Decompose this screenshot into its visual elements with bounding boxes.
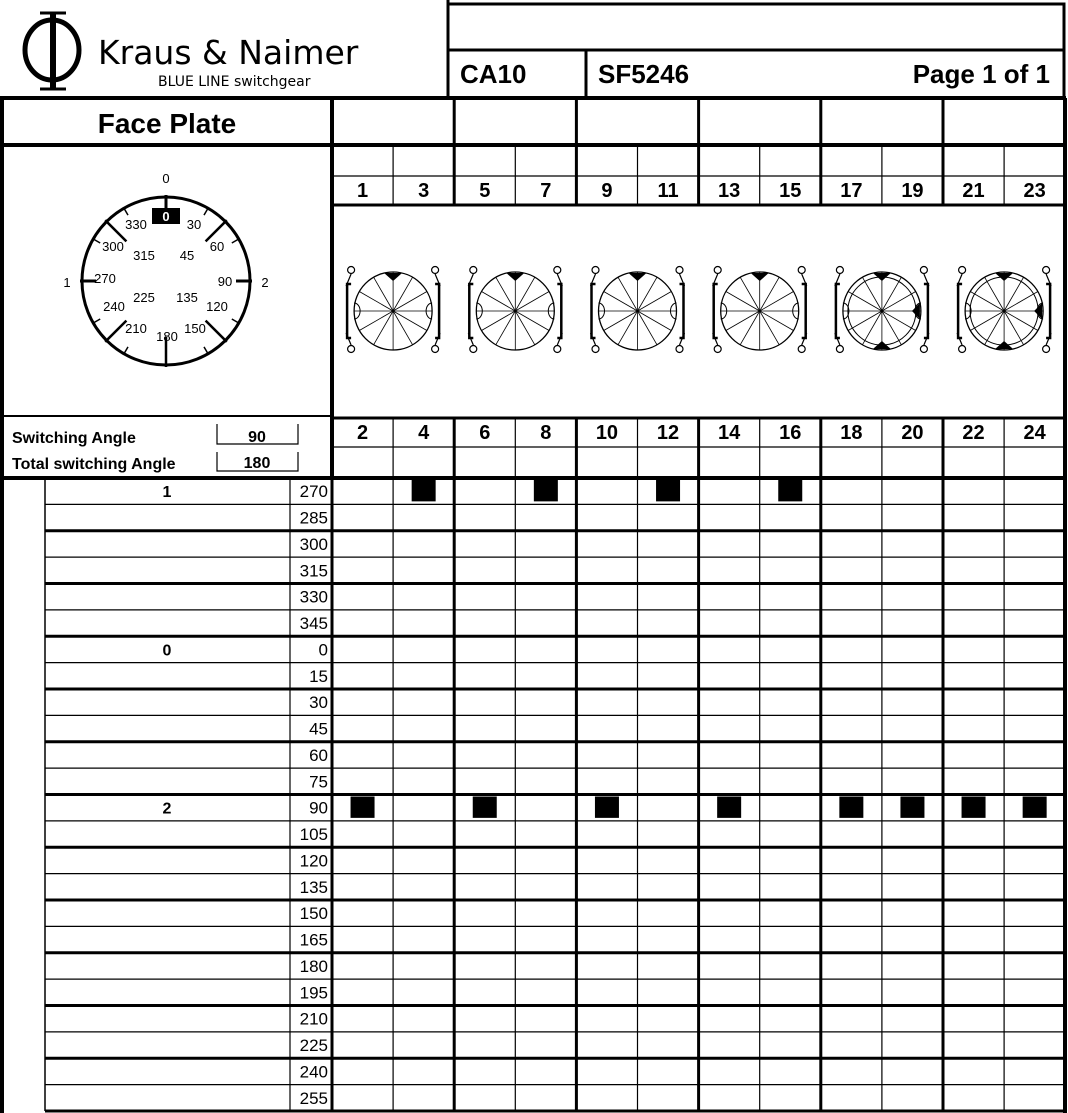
terminal-top-label: 9 [601, 180, 613, 202]
row-angle-label: 15 [309, 666, 328, 686]
terminal-top-label: 19 [901, 180, 924, 202]
dial-angle-label: 300 [102, 239, 124, 254]
total-switching-angle-value: 180 [243, 455, 271, 472]
terminal-bottom-label: 16 [779, 422, 802, 444]
row-angle-label: 120 [299, 851, 328, 871]
row-angle-label: 315 [299, 561, 328, 581]
contact-closed-marker [962, 797, 986, 818]
terminal-bottom-label: 2 [356, 422, 369, 444]
dial-angle-label: 135 [176, 290, 198, 305]
total-switching-angle-label: Total switching Angle [12, 456, 176, 473]
table-row [163, 797, 1047, 818]
contact-closed-marker [351, 797, 375, 818]
table-row [163, 480, 803, 501]
terminal-bottom-label: 12 [656, 422, 680, 444]
page-indicator: Page 1 of 1 [912, 59, 1050, 89]
header [25, 0, 1064, 98]
terminal-bottom-label: 8 [540, 422, 552, 444]
terminal-header [332, 98, 1066, 478]
dial-angle-label: 330 [125, 217, 147, 232]
terminal-bottom-label: 20 [901, 422, 924, 444]
row-angle-label: 300 [299, 534, 328, 554]
switching-angle-value: 90 [248, 429, 266, 446]
contact-closed-marker [717, 797, 741, 818]
terminal-bottom-label: 24 [1023, 422, 1046, 444]
dial-position-top: 0 [162, 171, 170, 186]
terminal-top-label: 11 [657, 180, 679, 202]
table-row [300, 931, 328, 950]
dial-position-left: 1 [63, 275, 71, 290]
dial-angle-label: 240 [103, 299, 125, 314]
contact-diagrams [346, 267, 1051, 353]
contact-closed-marker [412, 480, 436, 501]
program-code: SF5246 [598, 59, 690, 89]
dial-angle-label: 225 [133, 290, 155, 305]
contact-cell-diagram [468, 267, 562, 353]
dial-angle-label: 315 [133, 248, 155, 263]
table-row [163, 640, 328, 659]
row-angle-label: 90 [309, 798, 328, 818]
row-angle-label: 255 [299, 1088, 328, 1108]
terminal-bottom-label: 18 [840, 422, 863, 444]
row-angle-label: 30 [309, 693, 328, 713]
table-row [309, 720, 328, 739]
contact-cell-diagram [713, 267, 807, 353]
table-row [300, 878, 328, 897]
terminal-bottom-label: 22 [962, 422, 985, 444]
table-row [300, 825, 328, 844]
dial-angle-label: 270 [94, 271, 116, 286]
contact-cell-diagram [346, 267, 440, 353]
terminal-top-label: 3 [418, 180, 430, 202]
table-row [300, 588, 328, 607]
dial-angle-label: 30 [186, 217, 202, 232]
table-row [300, 1010, 328, 1029]
contact-cell-diagram [957, 267, 1051, 353]
dial-angle-label: 180 [156, 329, 178, 344]
contact-closed-marker [839, 797, 863, 818]
table-row [300, 509, 328, 528]
row-angle-label: 60 [309, 745, 328, 765]
row-angle-label: 150 [299, 904, 328, 924]
contact-closed-marker [534, 480, 558, 501]
dial-angle-label: 150 [184, 321, 206, 336]
contact-closed-marker [473, 797, 497, 818]
table-row [300, 1036, 328, 1055]
dial-angle-label: 0 [162, 209, 170, 224]
row-angle-label: 45 [309, 719, 328, 739]
contact-closed-marker [778, 480, 802, 501]
terminal-top-label: 21 [962, 180, 985, 202]
row-angle-label: 270 [299, 482, 328, 502]
row-angle-label: 135 [299, 877, 328, 897]
table-row [300, 904, 328, 923]
terminal-top-label: 13 [718, 180, 741, 202]
dial-angle-label: 210 [125, 321, 147, 336]
dial-angle-label: 45 [179, 248, 195, 263]
model-code: CA10 [460, 59, 527, 89]
row-position-label: 2 [162, 800, 172, 818]
row-angle-label: 225 [299, 1036, 328, 1056]
table-row [300, 614, 328, 633]
contact-closed-marker [1023, 797, 1047, 818]
row-angle-label: 240 [299, 1062, 328, 1082]
row-angle-label: 330 [299, 587, 328, 607]
brand-name: Kraus & Naimer [98, 33, 359, 72]
terminal-bottom-label: 14 [718, 422, 741, 444]
row-angle-label: 210 [299, 1009, 328, 1029]
switching-angle-section [2, 416, 332, 473]
switching-sequence-table [2, 478, 1066, 1111]
row-angle-label: 165 [299, 930, 328, 950]
table-row [300, 851, 328, 870]
row-angle-label: 75 [309, 772, 328, 792]
terminal-top-label: 7 [540, 180, 552, 202]
table-row [300, 1062, 328, 1081]
table-row [309, 746, 328, 765]
terminal-bottom-label: 10 [595, 422, 619, 444]
table-row [300, 1089, 328, 1108]
header-blank-box [448, 4, 1064, 50]
dial-position-right: 2 [261, 275, 269, 290]
dial-angle-label: 120 [206, 299, 228, 314]
switching-angle-label: Switching Angle [12, 430, 136, 447]
dial-tick [105, 321, 126, 342]
dial-tick [206, 321, 227, 342]
contact-cell-diagram [835, 267, 929, 353]
table-row [300, 561, 328, 580]
table-row [300, 535, 328, 554]
row-angle-label: 180 [299, 956, 328, 976]
contact-closed-marker [595, 797, 619, 818]
face-plate-title: Face Plate [97, 108, 237, 139]
brand-subtitle: BLUE LINE switchgear [158, 74, 311, 90]
table-row [309, 693, 328, 712]
row-angle-label: 105 [299, 825, 328, 845]
dial-angle-label: 90 [217, 274, 233, 289]
dial-angle-label: 60 [209, 239, 225, 254]
contact-cell-diagram [591, 267, 685, 353]
table-row [300, 957, 328, 976]
face-plate-dial [63, 171, 268, 367]
row-angle-label: 285 [299, 508, 328, 528]
row-angle-label: 0 [318, 640, 328, 660]
row-position-label: 1 [162, 484, 172, 502]
table-row [309, 667, 328, 686]
terminal-bottom-label: 4 [418, 422, 430, 444]
terminal-bottom-label: 6 [479, 422, 491, 444]
brand-logo [25, 12, 359, 90]
row-angle-label: 195 [299, 983, 328, 1003]
table-row [309, 772, 328, 791]
terminal-top-label: 1 [356, 180, 369, 202]
terminal-top-label: 5 [479, 180, 491, 202]
terminal-top-label: 23 [1023, 180, 1046, 202]
contact-closed-marker [900, 797, 924, 818]
terminal-top-label: 15 [779, 180, 802, 202]
row-position-label: 0 [162, 642, 172, 660]
row-angle-label: 345 [299, 614, 328, 634]
contact-closed-marker [656, 480, 680, 501]
terminal-top-label: 17 [840, 180, 863, 202]
table-row [300, 983, 328, 1002]
